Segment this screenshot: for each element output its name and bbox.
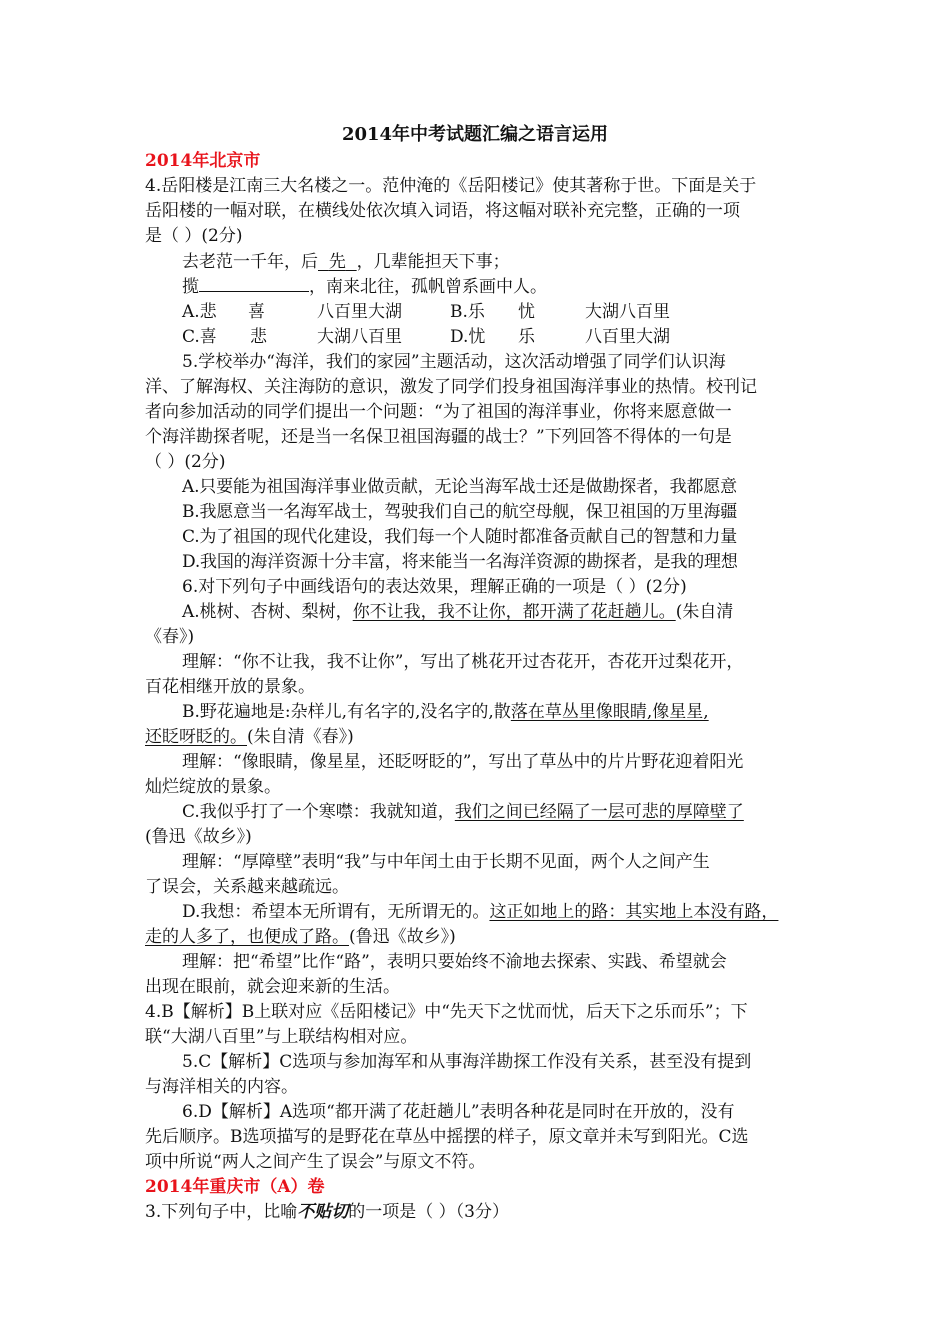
q5-option-c: C.为了祖国的现代化建设，我们每一个人随时都准备贡献自己的智慧和力量 [182, 527, 738, 547]
answer-5-line2: 与海洋相关的内容。 [145, 1077, 298, 1097]
section-heading-chongqing: 2014年重庆市（A）卷 [145, 1177, 325, 1197]
q6-b-underlined-1: 落在草丛里像眼睛,像星星, [510, 702, 709, 722]
q4-option-c-w3: 大湖八百里 [317, 327, 402, 347]
q6-option-a-line2: 《春》) [145, 627, 195, 647]
q6-option-c-line1 [182, 800, 744, 824]
cq3-prefix: 3.下列句子中，比喻 [145, 1202, 298, 1222]
q4-option-d-w2: 乐 [518, 327, 535, 347]
q4-stem-line2: 岳阳楼的一幅对联，在横线处依次填入词语，将这幅对联补充完整，正确的一项 [145, 201, 740, 221]
q6-a-underlined: 你不让我，我不让你，都开满了花赶趟儿。 [352, 602, 676, 622]
q4-option-a-w3: 八百里大湖 [317, 302, 402, 322]
q6-d-explain-line1: 理解：把“希望”比作“路”，表明只要始终不渝地去探索、实践、希望就会 [182, 952, 727, 972]
q4-option-c-w1: C.喜 [182, 327, 217, 347]
q4-stem-line1: 4.岳阳楼是江南三大名楼之一。范仲淹的《岳阳楼记》使其著称于世。下面是关于 [145, 176, 757, 196]
q4-couplet-line2 [182, 275, 547, 299]
couplet2-text-b: ，南来北往，孤帆曾系画中人。 [309, 277, 547, 297]
q6-a-source: (朱自清 [675, 602, 734, 622]
couplet1-text-c: ，几辈能担天下事； [356, 252, 510, 272]
q5-stem-line5: （ ）(2分) [145, 452, 226, 472]
q6-a-explain-line1: 理解：“你不让我，我不让你”，写出了桃花开过杏花开，杏花开过梨花开， [182, 652, 744, 672]
answer-5-line1: 5.C【解析】C选项与参加海军和从事海洋勘探工作没有关系，甚至没有提到 [182, 1052, 752, 1072]
q6-a-prefix: A.桃树、杏树、梨树， [182, 602, 353, 622]
cq-question-3 [145, 1200, 509, 1224]
q6-option-b-line1 [182, 700, 709, 724]
section-heading-beijing: 2014年北京市 [145, 151, 261, 171]
answer-6-line3: 项中所说“两人之间产生了误会”与原文不符。 [145, 1152, 486, 1172]
q6-option-c-line2: (鲁迅《故乡》) [145, 827, 252, 847]
couplet1-filled-word: 先 [328, 252, 346, 272]
answer-6-line2: 先后顺序。B选项描写的是野花在草丛中摇摆的样子，原文章并未写到阳光。C选 [145, 1127, 749, 1147]
couplet2-blank [199, 275, 309, 292]
q6-c-explain-line2: 了误会，关系越来越疏远。 [145, 877, 349, 897]
q5-option-b: B.我愿意当一名海军战士，驾驶我们自己的航空母舰，保卫祖国的万里海疆 [182, 502, 738, 522]
q6-b-prefix: B.野花遍地是:杂样儿,有名字的,没名字的,散 [182, 702, 511, 722]
answer-6-line1: 6.D【解析】A选项“都开满了花赶趟儿”表明各种花是同时在开放的，没有 [182, 1102, 735, 1122]
q6-c-prefix: C.我似乎打了一个寒噤：我就知道， [182, 802, 455, 822]
q6-a-explain-line2: 百花相继开放的景象。 [145, 677, 315, 697]
q4-option-a-w1: A.悲 [182, 302, 217, 322]
q6-option-b-line2 [145, 725, 354, 749]
q6-option-d-line2 [145, 925, 456, 949]
q6-option-a-line1 [182, 600, 733, 624]
q5-stem-line1: 5.学校举办“海洋，我们的家园”主题活动，这次活动增强了同学们认识海 [182, 352, 726, 372]
q6-d-source: (鲁迅《故乡》) [349, 927, 456, 947]
q6-d-explain-line2: 出现在眼前，就会迎来新的生活。 [145, 977, 400, 997]
cq3-suffix: 的一项是（ ）（3分） [348, 1202, 509, 1222]
cq3-emphasis: 不贴切 [297, 1202, 349, 1222]
q4-option-d-w1: D.忧 [450, 327, 486, 347]
q5-option-a: A.只要能为祖国海洋事业做贡献，无论当海军战士还是做勘探者，我都愿意 [182, 477, 737, 497]
document-title: 2014年中考试题汇编之语言运用 [341, 124, 609, 145]
q4-option-c-w2: 悲 [250, 327, 267, 347]
q4-option-b-w3: 大湖八百里 [585, 302, 670, 322]
q6-b-explain-line2: 灿烂绽放的景象。 [145, 777, 281, 797]
q4-option-b-w1: B.乐 [450, 302, 485, 322]
q6-b-explain-line1: 理解：“像眼睛，像星星，还眨呀眨的”，写出了草丛中的片片野花迎着阳光 [182, 752, 744, 772]
q6-c-explain-line1: 理解：“厚障壁”表明“我”与中年闰土由于长期不见面，两个人之间产生 [182, 852, 710, 872]
q6-b-underlined-2: 还眨呀眨的。 [145, 727, 247, 747]
answer-4-line1: 4.B【解析】B上联对应《岳阳楼记》中“先天下之忧而忧，后天下之乐而乐”；下 [145, 1002, 748, 1022]
q6-d-prefix: D.我想：希望本无所谓有，无所谓无的。 [182, 902, 490, 922]
q5-option-d: D.我国的海洋资源十分丰富，将来能当一名海洋资源的勘探者，是我的理想 [182, 552, 738, 572]
q6-c-underlined: 我们之间已经隔了一层可悲的厚障壁了 [454, 802, 744, 822]
q6-option-d-line1 [182, 900, 778, 924]
q4-option-d-w3: 八百里大湖 [585, 327, 670, 347]
couplet2-text-a: 揽 [182, 277, 199, 297]
q5-stem-line2: 洋、了解海权、关注海防的意识，激发了同学们投身祖国海洋事业的热情。校刊记 [145, 377, 757, 397]
q6-d-underlined-1: 这正如地上的路：其实地上本没有路， [489, 902, 779, 922]
q6-d-underlined-2: 走的人多了，也便成了路。 [145, 927, 349, 947]
q4-option-a-w2: 喜 [248, 302, 265, 322]
q4-stem-line3: 是（ ）(2分) [145, 226, 243, 246]
answer-4-line2: 联“大湖八百里”与上联结构相对应。 [145, 1027, 418, 1047]
couplet1-blank-filled [318, 252, 357, 272]
q6-stem: 6.对下列句子中画线语句的表达效果，理解正确的一项是（ ）(2分) [182, 577, 687, 597]
q4-option-b-w2: 忧 [518, 302, 535, 322]
q5-stem-line3: 者向参加活动的同学们提出一个问题：“为了祖国的海洋事业，你将来愿意做一 [145, 402, 732, 422]
couplet1-text-a: 去老范一千年，后 [182, 252, 318, 272]
q6-b-source: (朱自清《春》) [247, 727, 354, 747]
q4-couplet-line1 [182, 250, 510, 274]
q5-stem-line4: 个海洋勘探者呢，还是当一名保卫祖国海疆的战士？”下列回答不得体的一句是 [145, 427, 732, 447]
